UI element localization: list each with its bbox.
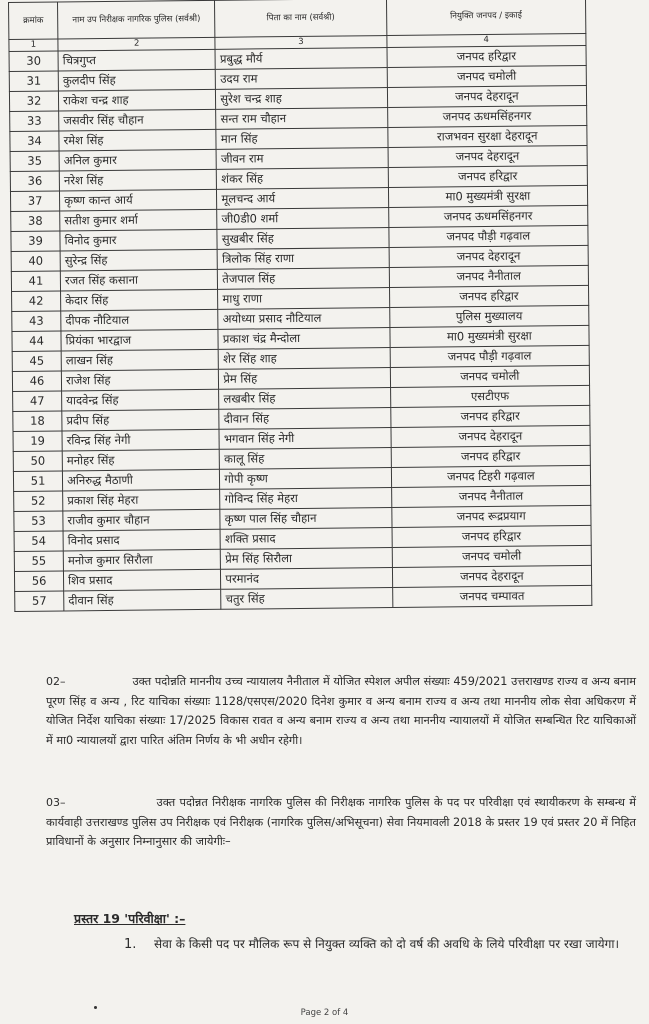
district-cell: जनपद नैनीताल bbox=[391, 485, 591, 507]
item-number: 1. bbox=[124, 937, 137, 952]
paragraph-03 bbox=[46, 793, 636, 852]
father-name-cell: उदय राम bbox=[216, 68, 387, 90]
name-cell: राकेश चन्द्र शाह bbox=[59, 89, 216, 111]
district-cell: जनपद पौड़ी गढ़वाल bbox=[390, 345, 590, 367]
list-item bbox=[124, 934, 634, 955]
district-cell: जनपद हरिद्वार bbox=[391, 445, 591, 467]
paragraph-02 bbox=[46, 672, 636, 750]
serial-cell: 55 bbox=[14, 551, 63, 572]
father-name-cell: शेर सिंह शाह bbox=[218, 348, 389, 370]
name-cell: विनोद प्रसाद bbox=[63, 529, 220, 551]
father-name-cell: शक्ति प्रसाद bbox=[220, 528, 391, 550]
father-name-cell: सुरेश चन्द्र शाह bbox=[216, 88, 387, 110]
serial-cell: 38 bbox=[11, 211, 60, 232]
serial-cell: 19 bbox=[13, 431, 62, 452]
name-cell: शिव प्रसाद bbox=[64, 569, 221, 591]
district-cell: जनपद देहरादून bbox=[387, 85, 587, 107]
name-cell: रजत सिंह कसाना bbox=[60, 269, 217, 291]
name-cell: रमेश सिंह bbox=[59, 129, 216, 151]
father-name-cell: परमानंद bbox=[221, 568, 392, 590]
name-cell: केदार सिंह bbox=[61, 289, 218, 311]
name-cell: लाखन सिंह bbox=[61, 349, 218, 371]
father-name-cell: चतुर सिंह bbox=[221, 588, 392, 610]
father-name-cell: माधु राणा bbox=[218, 288, 389, 310]
district-cell: जनपद नैनीताल bbox=[389, 265, 589, 287]
serial-cell: 32 bbox=[9, 91, 58, 112]
serial-cell: 56 bbox=[14, 571, 63, 592]
serial-cell: 18 bbox=[13, 411, 62, 432]
father-name-cell: अयोध्या प्रसाद नौटियाल bbox=[218, 308, 389, 330]
father-name-cell: कृष्ण पाल सिंह चौहान bbox=[220, 508, 391, 530]
father-name-cell: कालू सिंह bbox=[220, 448, 391, 470]
promotion-table bbox=[8, 0, 592, 612]
serial-cell: 46 bbox=[12, 371, 61, 392]
serial-cell: 35 bbox=[10, 151, 59, 172]
serial-cell: 43 bbox=[12, 311, 61, 332]
name-cell: राजेश सिंह bbox=[61, 369, 218, 391]
father-name-cell: त्रिलोक सिंह राणा bbox=[217, 248, 388, 270]
district-cell: जनपद चमोली bbox=[387, 65, 587, 87]
name-cell: मनोहर सिंह bbox=[62, 449, 219, 471]
district-cell: जनपद हरिद्वार bbox=[392, 525, 592, 547]
serial-cell: 39 bbox=[11, 231, 60, 252]
column-number: 1 bbox=[9, 39, 58, 52]
serial-cell: 30 bbox=[9, 51, 58, 72]
father-name-cell: जीवन राम bbox=[216, 148, 387, 170]
district-cell: एसटीएफ bbox=[390, 385, 590, 407]
district-cell: जनपद देहरादून bbox=[389, 245, 589, 267]
district-cell: जनपद हरिद्वार bbox=[387, 45, 587, 67]
district-cell: जनपद देहरादून bbox=[388, 145, 588, 167]
name-cell: प्रदीप सिंह bbox=[62, 409, 219, 431]
serial-cell: 45 bbox=[12, 351, 61, 372]
paragraph-text: उक्त पदोन्नति माननीय उच्च न्यायालय नैनीताल में योजित स्पेशल अपील संख्याः 459/2021 उत्तराखण्ड राज्य व अन्य बनाम पूरण सिंह व अन्य , रिट याचिका संख्याः 1128/एसएस/2020 दिनेश कुमार व अन्य बनाम राज्य व अन्य तथा माननीय लोक सेवा अधिकरण में योजित निर्देश याचिका संख्याः 17/2025 विकास रावत व अन्य बनाम राज्य व अन्य तथा माननीय न्यायालयों में योजित सम्बन्धित रिट याचिकाओं में मा0 न्यायालयों द्वारा पारित अंतिम निर्णय के भी अधीन रहेगी। bbox=[46, 675, 637, 747]
name-cell: राजीव कुमार चौहान bbox=[63, 509, 220, 531]
serial-cell: 52 bbox=[14, 491, 63, 512]
serial-cell: 40 bbox=[11, 251, 60, 272]
serial-cell: 44 bbox=[12, 331, 61, 352]
father-name-cell: प्रबुद्ध मौर्य bbox=[215, 48, 386, 70]
name-cell: दीवान सिंह bbox=[64, 589, 221, 611]
paragraph-number: 02– bbox=[46, 675, 66, 688]
serial-cell: 33 bbox=[10, 111, 59, 132]
column-number: 3 bbox=[215, 36, 386, 50]
father-name-cell: गोपी कृष्ण bbox=[220, 468, 391, 490]
father-name-cell: भगवान सिंह नेगी bbox=[219, 428, 390, 450]
name-cell: विनोद कुमार bbox=[60, 229, 217, 251]
paragraph-number: 03– bbox=[46, 796, 66, 809]
father-name-cell: गोविन्द सिंह मेहरा bbox=[220, 488, 391, 510]
father-name-cell: जी0डी0 शर्मा bbox=[217, 208, 388, 230]
name-cell: सुरेन्द्र सिंह bbox=[60, 249, 217, 271]
header-district: नियुक्ति जनपद / इकाई bbox=[386, 0, 586, 36]
district-cell: राजभवन सुरक्षा देहरादून bbox=[387, 125, 587, 147]
name-cell: कृष्ण कान्त आर्य bbox=[60, 189, 217, 211]
item-text: सेवा के किसी पद पर मौलिक रूप से नियुक्त व्यक्ति को दो वर्ष की अवधि के लिये परिवीक्षा पर रखा जायेगा। bbox=[154, 937, 620, 951]
serial-cell: 36 bbox=[10, 171, 59, 192]
paragraph-text: उक्त पदोन्नत निरीक्षक नागरिक पुलिस की निरीक्षक नागरिक पुलिस के पद पर परिवीक्षा एवं स्थायीकरण के सम्बन्ध में कार्यवाही उत्तराखण्ड पुलिस उप निरीक्षक एवं निरीक्षक (नागरिक पुलिस/अभिसूचना) सेवा नियमावली 2018 के प्रस्तर 19 एवं प्रस्तर 20 में निहित प्राविधानों के अनुसार निम्नानुसार की जायेगीः– bbox=[46, 796, 636, 848]
father-name-cell: मान सिंह bbox=[216, 128, 387, 150]
header-serial: क्रमांक bbox=[9, 2, 58, 40]
father-name-cell: प्रेम सिंह bbox=[219, 368, 390, 390]
name-cell: दीपक नौटियाल bbox=[61, 309, 218, 331]
father-name-cell: दीवान सिंह bbox=[219, 408, 390, 430]
name-cell: रविन्द्र सिंह नेगी bbox=[62, 429, 219, 451]
district-cell: जनपद पौड़ी गढ़वाल bbox=[389, 225, 589, 247]
serial-cell: 34 bbox=[10, 131, 59, 152]
serial-cell: 37 bbox=[10, 191, 59, 212]
district-cell: जनपद चम्पावत bbox=[392, 585, 592, 607]
district-cell: जनपद रूद्रप्रयाग bbox=[391, 505, 591, 527]
serial-cell: 50 bbox=[13, 451, 62, 472]
district-cell: जनपद देहरादून bbox=[392, 565, 592, 587]
serial-cell: 57 bbox=[15, 591, 64, 612]
district-cell: जनपद ऊधमसिंहनगर bbox=[388, 205, 588, 227]
father-name-cell: सन्त राम चौहान bbox=[216, 108, 387, 130]
district-cell: जनपद हरिद्वार bbox=[389, 285, 589, 307]
section-heading: प्रस्तर 19 'परिवीक्षा' :– bbox=[74, 911, 186, 926]
district-cell: जनपद हरिद्वार bbox=[388, 165, 588, 187]
name-cell: प्रकाश सिंह मेहरा bbox=[63, 489, 220, 511]
serial-cell: 53 bbox=[14, 511, 63, 532]
father-name-cell: प्रेम सिंह सिरौला bbox=[221, 548, 392, 570]
name-cell: मनोज कुमार सिरौला bbox=[63, 549, 220, 571]
father-name-cell: प्रकाश चंद्र मैन्दोला bbox=[218, 328, 389, 350]
district-cell: जनपद ऊधमसिंहनगर bbox=[387, 105, 587, 127]
district-cell: जनपद चमोली bbox=[392, 545, 592, 567]
page-footer: Page 2 of 4 bbox=[300, 1008, 349, 1018]
header-father: पिता का नाम (सर्वश्री) bbox=[215, 0, 387, 37]
serial-cell: 54 bbox=[14, 531, 63, 552]
father-name-cell: तेजपाल सिंह bbox=[218, 268, 389, 290]
header-name: नाम उप निरीक्षक नागरिक पुलिस (सर्वश्री) bbox=[58, 0, 216, 39]
district-cell: जनपद चमोली bbox=[390, 365, 590, 387]
father-name-cell: मूलचन्द आर्य bbox=[217, 188, 388, 210]
serial-cell: 47 bbox=[13, 391, 62, 412]
serial-cell: 41 bbox=[11, 271, 60, 292]
district-cell: जनपद टिहरी गढ़वाल bbox=[391, 465, 591, 487]
name-cell: यादवेन्द्र सिंह bbox=[62, 389, 219, 411]
name-cell: नरेश सिंह bbox=[59, 169, 216, 191]
district-cell: मा0 मुख्यमंत्री सुरक्षा bbox=[390, 325, 590, 347]
name-cell: जसवीर सिंह चौहान bbox=[59, 109, 216, 131]
column-number: 2 bbox=[58, 37, 215, 51]
serial-cell: 31 bbox=[9, 71, 58, 92]
name-cell: सतीश कुमार शर्मा bbox=[60, 209, 217, 231]
column-number: 4 bbox=[387, 33, 586, 47]
district-cell: जनपद हरिद्वार bbox=[390, 405, 590, 427]
name-cell: प्रियंका भारद्वाज bbox=[61, 329, 218, 351]
father-name-cell: शंकर सिंह bbox=[217, 168, 388, 190]
name-cell: चित्रगुप्त bbox=[58, 49, 215, 71]
name-cell: अनिल कुमार bbox=[59, 149, 216, 171]
father-name-cell: लखबीर सिंह bbox=[219, 388, 390, 410]
name-cell: कुलदीप सिंह bbox=[58, 69, 215, 91]
district-cell: जनपद देहरादून bbox=[391, 425, 591, 447]
serial-cell: 42 bbox=[12, 291, 61, 312]
name-cell: अनिरुद्ध मैठाणी bbox=[62, 469, 219, 491]
father-name-cell: सुखबीर सिंह bbox=[217, 228, 388, 250]
serial-cell: 51 bbox=[13, 471, 62, 492]
district-cell: पुलिस मुख्यालय bbox=[389, 305, 589, 327]
district-cell: मा0 मुख्यमंत्री सुरक्षा bbox=[388, 185, 588, 207]
